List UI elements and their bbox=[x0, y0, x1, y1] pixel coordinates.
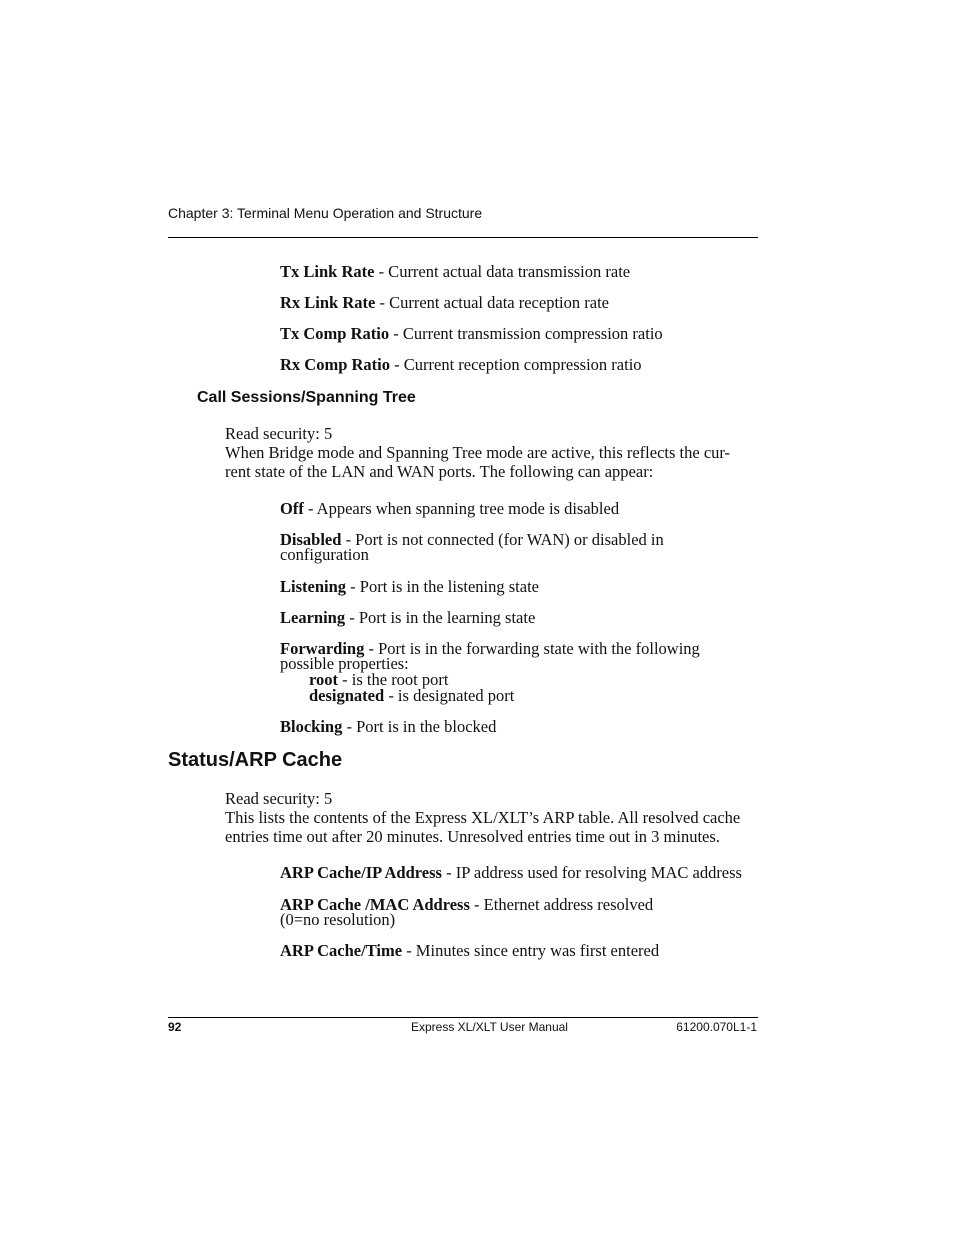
page-number: 92 bbox=[168, 1020, 182, 1034]
term: Rx Comp Ratio bbox=[280, 355, 390, 374]
description: - Current actual data transmission rate bbox=[374, 262, 631, 281]
definition-item bbox=[280, 865, 742, 881]
definition-item bbox=[280, 326, 663, 342]
description: - is the root port bbox=[338, 670, 449, 689]
description: - Minutes since entry was first entered bbox=[402, 941, 660, 960]
definition-item bbox=[280, 501, 619, 517]
document-code: 61200.070L1-1 bbox=[676, 1020, 757, 1034]
term: Blocking bbox=[280, 717, 343, 736]
definition-continuation: (0=no resolution) bbox=[280, 910, 396, 929]
definition-item bbox=[280, 719, 496, 735]
sub-definition-item bbox=[309, 688, 514, 704]
definition-item bbox=[280, 264, 630, 280]
description: - Appears when spanning tree mode is disabled bbox=[303, 499, 620, 518]
definition-item bbox=[280, 943, 659, 959]
term: Forwarding bbox=[280, 639, 365, 658]
description: - Current actual data reception rate bbox=[375, 293, 609, 312]
term: Tx Link Rate bbox=[280, 262, 375, 281]
intro-line: entries time out after 20 minutes. Unresolved entries time out in 3 minutes. bbox=[225, 827, 720, 846]
term: ARP Cache/Time bbox=[280, 941, 403, 960]
section-heading-arp-cache: Status/ARP Cache bbox=[168, 749, 343, 771]
definition-continuation: possible properties: bbox=[280, 654, 409, 673]
read-security: Read security: 5 bbox=[225, 789, 333, 808]
intro-line: When Bridge mode and Spanning Tree mode are active, this reflects the cur- bbox=[225, 443, 731, 462]
definition-item bbox=[280, 579, 539, 595]
definition-continuation: configuration bbox=[280, 545, 369, 564]
term: ARP Cache /MAC Address bbox=[280, 895, 470, 914]
term: designated bbox=[309, 686, 385, 705]
term: Learning bbox=[280, 608, 346, 627]
description: - Port is not connected (for WAN) or disabled in bbox=[341, 530, 664, 549]
header-rule bbox=[168, 237, 758, 238]
term: ARP Cache/IP Address bbox=[280, 863, 442, 882]
read-security: Read security: 5 bbox=[225, 424, 333, 443]
term: root bbox=[309, 670, 339, 689]
description: - Port is in the listening state bbox=[346, 577, 539, 596]
definition-item bbox=[280, 357, 642, 373]
footer-rule bbox=[168, 1017, 758, 1018]
intro-line: rent state of the LAN and WAN ports. The following can appear: bbox=[225, 462, 654, 481]
term: Tx Comp Ratio bbox=[280, 324, 390, 343]
description: - Ethernet address resolved bbox=[469, 895, 654, 914]
manual-title: Express XL/XLT User Manual bbox=[411, 1020, 568, 1034]
description: - Port is in the learning state bbox=[345, 608, 536, 627]
section-heading-call-sessions: Call Sessions/Spanning Tree bbox=[197, 389, 416, 406]
chapter-header: Chapter 3: Terminal Menu Operation and Structure bbox=[168, 205, 483, 221]
term: Disabled bbox=[280, 530, 342, 549]
description: - is designated port bbox=[384, 686, 515, 705]
description: - Current transmission compression ratio bbox=[389, 324, 663, 343]
description: - Port is in the blocked bbox=[342, 717, 497, 736]
description: - Current reception compression ratio bbox=[390, 355, 642, 374]
definition-item bbox=[280, 295, 609, 311]
term: Listening bbox=[280, 577, 347, 596]
description: - Port is in the forwarding state with the following bbox=[364, 639, 700, 658]
definition-item bbox=[280, 610, 535, 626]
term: Off bbox=[280, 499, 304, 518]
term: Rx Link Rate bbox=[280, 293, 376, 312]
intro-line: This lists the contents of the Express XL/XLT’s ARP table. All resolved cache bbox=[225, 808, 741, 827]
description: - IP address used for resolving MAC address bbox=[441, 863, 742, 882]
